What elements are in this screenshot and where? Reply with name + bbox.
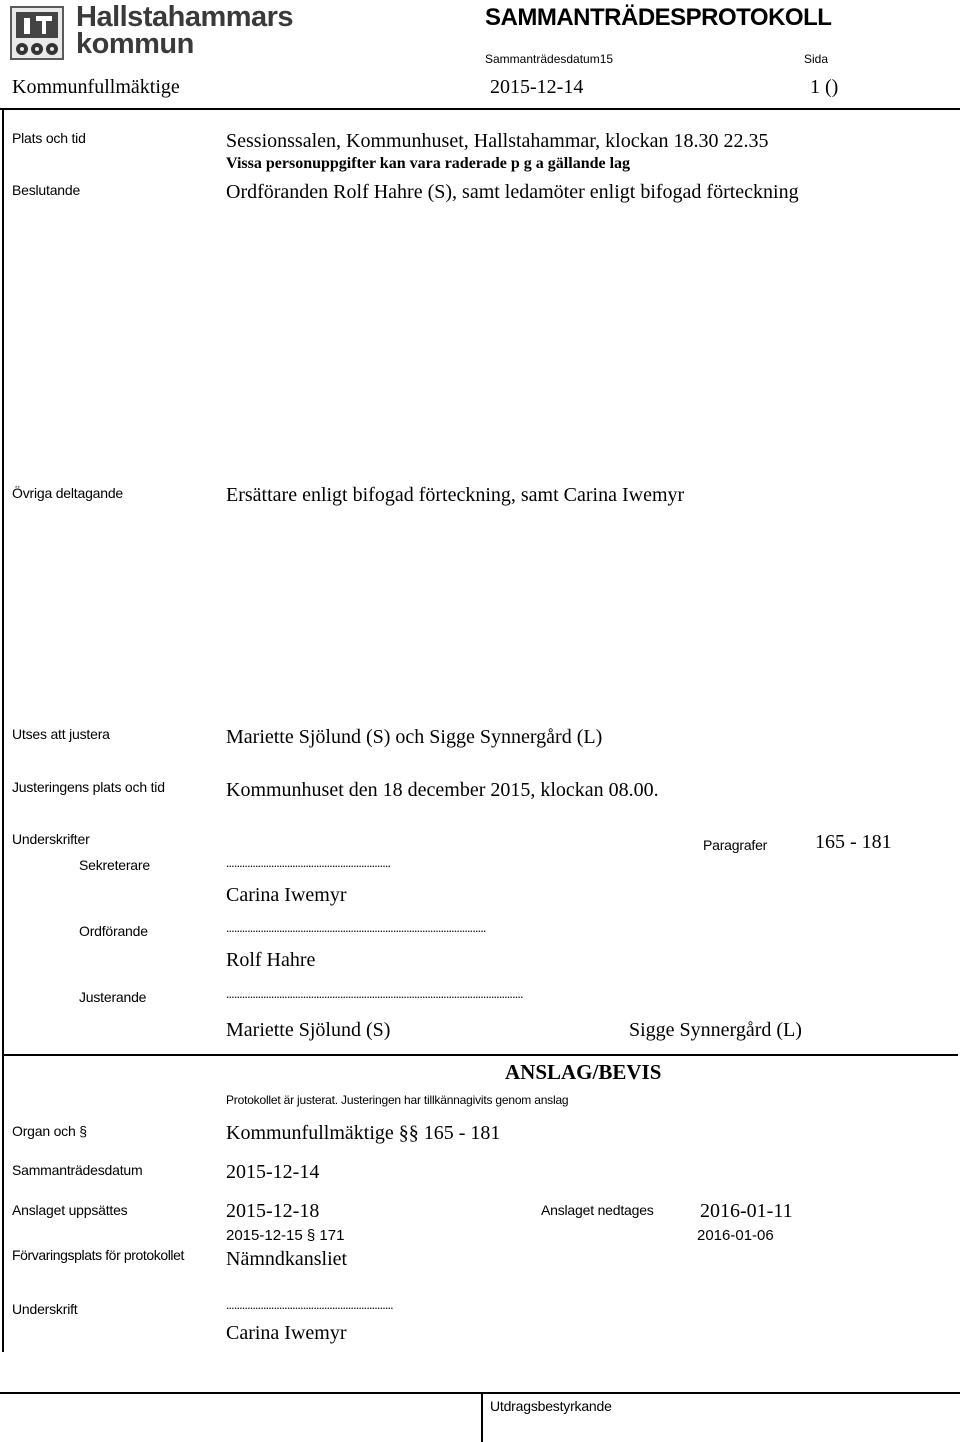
page-number: 1 () [810,76,839,98]
logo-text-line2: kommun [76,28,194,60]
chair-name: Rolf Hahre [226,949,316,971]
notice-rule [2,1054,958,1056]
coat-of-arms-icon [8,4,66,62]
footer-divider [481,1392,483,1442]
others-value: Ersättare enligt bifogad förteckning, samt Carina Iwemyr [226,484,685,506]
page-label: Sida [804,52,829,66]
others-label: Övriga deltagande [12,485,124,501]
signatures-label: Underskrifter [12,831,90,847]
notice-statement: Protokollet är justerat. Justeringen har tillkännagivits genom anslag [226,1093,569,1107]
deciding-label: Beslutande [12,182,81,198]
adjuster-signature-line: ................................................................................................................ [226,986,523,1001]
organ-label: Organ och § [12,1123,87,1139]
adjust-place-value: Kommunhuset den 18 december 2015, klockan 08.00. [226,779,659,801]
removed-value: 2016-01-11 [700,1200,793,1222]
place-value: Sessionssalen, Kommunhuset, Hallstahammar, klockan 18.30 22.35 [226,130,769,152]
storage-label: Förvaringsplats för protokollet [12,1247,185,1263]
municipality-logo [8,1,294,64]
posted-sub: 2015-12-15 § 171 [226,1227,345,1244]
notice-signature-label: Underskrift [12,1301,78,1317]
notice-date-value: 2015-12-14 [226,1161,320,1183]
notice-title: ANSLAG/BEVIS [505,1060,662,1084]
secretary-name: Carina Iwemyr [226,884,347,906]
logo-text-line1: Hallstahammars [76,1,294,33]
meeting-date-label: Sammanträdesdatum15 [485,52,614,66]
adjuster-name-1: Mariette Sjölund (S) [226,1019,391,1041]
privacy-note: Vissa personuppgifter kan vara raderade p g a gällande lag [226,155,631,172]
deciding-value: Ordföranden Rolf Hahre (S), samt ledamöter enligt bifogad förteckning [226,181,799,203]
adjuster-name-2: Sigge Synnergård (L) [629,1019,802,1041]
notice-signature-line: ............................................................... [226,1297,393,1312]
organ-value: Kommunfullmäktige §§ 165 - 181 [226,1122,501,1144]
header-rule [0,108,960,110]
posted-value: 2015-12-18 [226,1200,320,1222]
paragraphs-label: Paragrafer [703,837,768,853]
posted-label: Anslaget uppsättes [12,1202,128,1218]
removed-label: Anslaget nedtages [541,1202,654,1218]
adjust-label: Utses att justera [12,726,110,742]
notice-signature-name: Carina Iwemyr [226,1322,347,1344]
left-border [2,108,4,1352]
chair-label: Ordförande [79,923,148,939]
secretary-label: Sekreterare [79,857,150,873]
storage-value: Nämndkansliet [226,1248,348,1270]
footer-rule [0,1392,960,1394]
adjuster-label: Justerande [79,989,147,1005]
chair-signature-line: .................................................................................................. [226,920,486,935]
adjust-place-label: Justeringens plats och tid [12,779,165,795]
place-label: Plats och tid [12,130,86,146]
removed-sub: 2016-01-06 [697,1227,774,1244]
notice-date-label: Sammanträdesdatum [12,1162,143,1178]
document-title: SAMMANTRÄDESPROTOKOLL [485,4,832,31]
paragraphs-value: 165 - 181 [815,831,892,853]
body-name: Kommunfullmäktige [12,76,180,98]
adjust-value: Mariette Sjölund (S) och Sigge Synnergård (L) [226,726,603,748]
secretary-signature-line: .............................................................. [226,855,391,870]
certified-label: Utdragsbestyrkande [490,1398,612,1414]
meeting-date: 2015-12-14 [490,76,584,98]
